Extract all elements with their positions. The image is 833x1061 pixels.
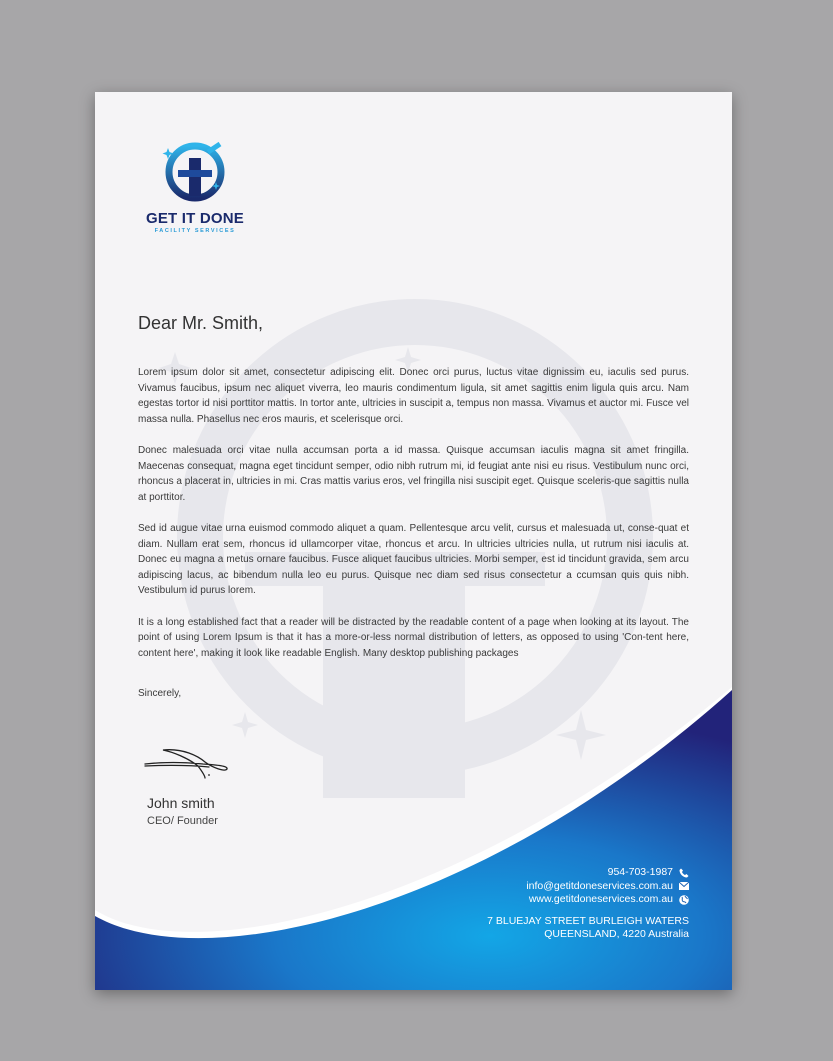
brand-tagline: FACILITY SERVICES — [154, 228, 236, 234]
globe-icon — [679, 895, 689, 905]
contact-address — [487, 915, 689, 942]
address-line-1: 7 BLUEJAY STREET BURLEIGH WATERS — [487, 914, 689, 927]
signer-name: John smith — [147, 795, 215, 811]
letter-paragraph: It is a long established fact that a reader will be distracted by the readable content of a page when looking at its layout. The point of using Lorem Ipsum is that it has a more-or-less normal distribution of letters, as opposed to using 'Con-tent here, content here', making it look like readable English. Many desktop publishing packages — [138, 616, 689, 659]
letter-closing: Sincerely, — [138, 688, 182, 699]
address-line-2: QUEENSLAND, 4220 Australia — [544, 928, 689, 940]
letter-paragraph: Sed id augue vitae urna euismod commodo aliquet a quam. Pellentesque arcu velit, cursus et malesuada ut, conse-quat et diam. Nullam erat sem, rhoncus id ullamcorper vitae, rhoncus et arcu. In ultricies ultricies nulla, ut rutrum nisi iaculis at. Donec eu magna a metus ornare faucibus. Fusce aliquet faucibus ultricies. Morbi semper, est id tincidunt gravida, sem arcu adipiscing lacus, ac bibendum nulla leo eu purus. Quisque nec diam sed risus consectetur a ccumsan quis quis nibh. Vestibulum id purus lorem. — [138, 523, 689, 596]
contact-email-row — [487, 880, 689, 894]
contact-block — [487, 866, 689, 942]
contact-email: info@getitdoneservices.com.au — [526, 879, 673, 892]
contact-website-row — [487, 893, 689, 907]
letter-greeting: Dear Mr. Smith, — [138, 313, 264, 333]
contact-website: www.getitdoneservices.com.au — [528, 893, 673, 905]
brand-name: GET IT DONE — [145, 210, 245, 227]
footer-wave — [95, 92, 732, 990]
letterhead-page — [95, 92, 732, 990]
mail-icon — [679, 882, 689, 890]
phone-icon — [679, 868, 689, 878]
contact-phone: 954-703-1987 — [607, 866, 673, 878]
letter-paragraph: Donec malesuada orci vitae nulla accumsan porta a id massa. Quisque accumsan iaculis magna sit amet fringilla. Maecenas consequat, magna eget tincidunt semper, odio nibh rutrum mi, id feugiat ante nisi eu risus. Vestibulum nunc orci, rhoncus a placerat in, ultricies in mi. Cras mattis varius eros, vel fringilla nisi suscipit eget. Quisque sceleris-que sagittis nulla at porttitor. — [138, 445, 689, 503]
signer-title: CEO/ Founder — [147, 815, 218, 827]
letter-paragraph: Lorem ipsum dolor sit amet, consectetur adipiscing elit. Donec orci purus, luctus vitae dignissim eu, iaculis sed purus. Vivamus faucibus, ipsum nec aliquet viverra, leo mauris condimentum ligula, sit amet sagittis enim ligula quis arcu. Nam egestas tortor id nisi porttitor mattis. In tortor ante, ultricies in suscipit a, tempus non massa. Vivamus et auctor mi. Fusce vel massa nulla. Phasellus nec eros mauris, et scelerisque orci. — [138, 367, 689, 425]
contact-phone-row — [487, 866, 689, 880]
